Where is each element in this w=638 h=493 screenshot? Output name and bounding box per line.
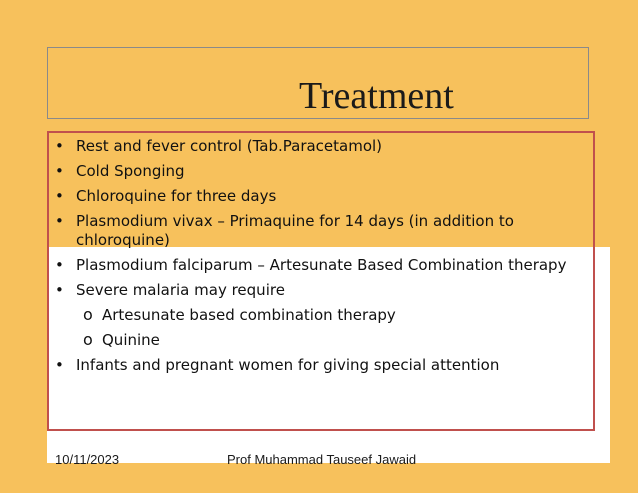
- bullet-item: [52, 281, 592, 300]
- slide-title: Treatment: [299, 75, 454, 117]
- sub-bullet-text: Quinine: [102, 331, 160, 349]
- bullet-text: Rest and fever control (Tab.Paracetamol): [76, 137, 383, 155]
- bullet-item: [52, 137, 592, 156]
- bullet-item: [52, 162, 592, 181]
- bullet-text: Chloroquine for three days: [76, 187, 277, 205]
- bullet-item: [52, 256, 592, 275]
- footer-date: 10/11/2023: [55, 452, 120, 467]
- bullet-item: [52, 187, 592, 206]
- bullet-text: Infants and pregnant women for giving special attention: [76, 356, 500, 374]
- sub-bullet-item: [52, 306, 592, 325]
- bullet-item: [52, 212, 516, 250]
- bullet-text: Plasmodium vivax – Primaquine for 14 days (in addition to chloroquine): [76, 212, 514, 249]
- bullet-text: Severe malaria may require: [76, 281, 285, 299]
- bullet-text: Plasmodium falciparum – Artesunate Based Combination therapy: [76, 256, 567, 274]
- sub-bullet-text: Artesunate based combination therapy: [102, 306, 396, 324]
- bullet-item: [52, 356, 592, 375]
- bullet-list: [52, 137, 592, 375]
- sub-bullet-item: [52, 331, 592, 350]
- footer-author: Prof Muhammad Tauseef Jawaid: [227, 452, 417, 467]
- bullet-text: Cold Sponging: [76, 162, 185, 180]
